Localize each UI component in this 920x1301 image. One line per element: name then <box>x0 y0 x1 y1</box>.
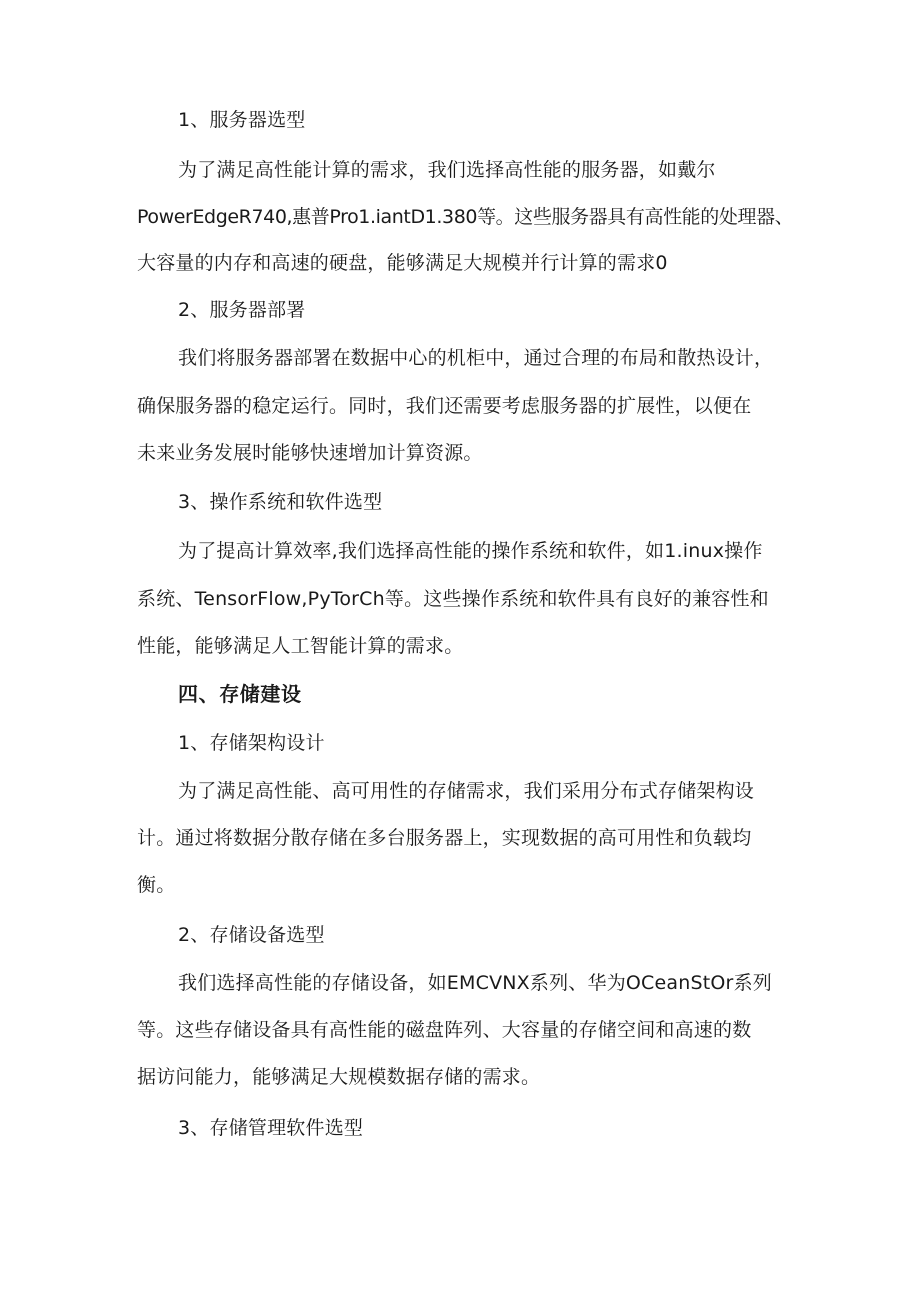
paragraph-line: 等。这些存储设备具有高性能的磁盘阵列、大容量的存储空间和高速的数 <box>137 1019 752 1041</box>
paragraph-line: 为了满足高性能、高可用性的存储需求，我们采用分布式存储架构设 <box>178 780 755 802</box>
paragraph-line: 计。通过将数据分散存储在多台服务器上，实现数据的高可用性和负载均 <box>137 827 752 849</box>
subheading-server-selection: 1、服务器选型 <box>178 109 306 131</box>
paragraph-line: 系统、TensorFlow,PyTorCh等。这些操作系统和软件具有良好的兼容性和 <box>137 588 769 610</box>
subheading-storage-device-selection: 2、存储设备选型 <box>178 924 325 946</box>
paragraph-line: 大容量的内存和高速的硬盘，能够满足大规模并行计算的需求0 <box>137 252 668 274</box>
paragraph-line: 确保服务器的稳定运行。同时，我们还需要考虑服务器的扩展性，以便在 <box>137 395 752 417</box>
paragraph-line: 据访问能力，能够满足大规模数据存储的需求。 <box>137 1066 541 1088</box>
paragraph-line: 为了满足高性能计算的需求，我们选择高性能的服务器，如戴尔 <box>178 159 716 181</box>
subheading-storage-architecture: 1、存储架构设计 <box>178 732 325 754</box>
paragraph-line: 衡。 <box>137 874 176 896</box>
chapter-heading-storage: 四、存储建设 <box>178 682 302 706</box>
subheading-os-software-selection: 3、操作系统和软件选型 <box>178 491 383 513</box>
subheading-storage-management-software: 3、存储管理软件选型 <box>178 1117 364 1139</box>
paragraph-line: 性能，能够满足人工智能计算的需求。 <box>137 635 464 657</box>
paragraph-line: 我们选择高性能的存储设备，如EMCVNX系列、华为OCeanStOr系列 <box>178 972 772 994</box>
paragraph-line: PowerEdgeR740,惠普Pro1.iantD1.380等。这些服务器具有高性能的处理器、 <box>137 206 794 228</box>
subheading-server-deployment: 2、服务器部署 <box>178 299 306 321</box>
paragraph-line: 我们将服务器部署在数据中心的机柜中，通过合理的布局和散热设计， <box>178 347 774 369</box>
paragraph-line: 为了提高计算效率,我们选择高性能的操作系统和软件，如1.inux操作 <box>178 540 763 562</box>
paragraph-line: 未来业务发展时能够快速增加计算资源。 <box>137 442 483 464</box>
